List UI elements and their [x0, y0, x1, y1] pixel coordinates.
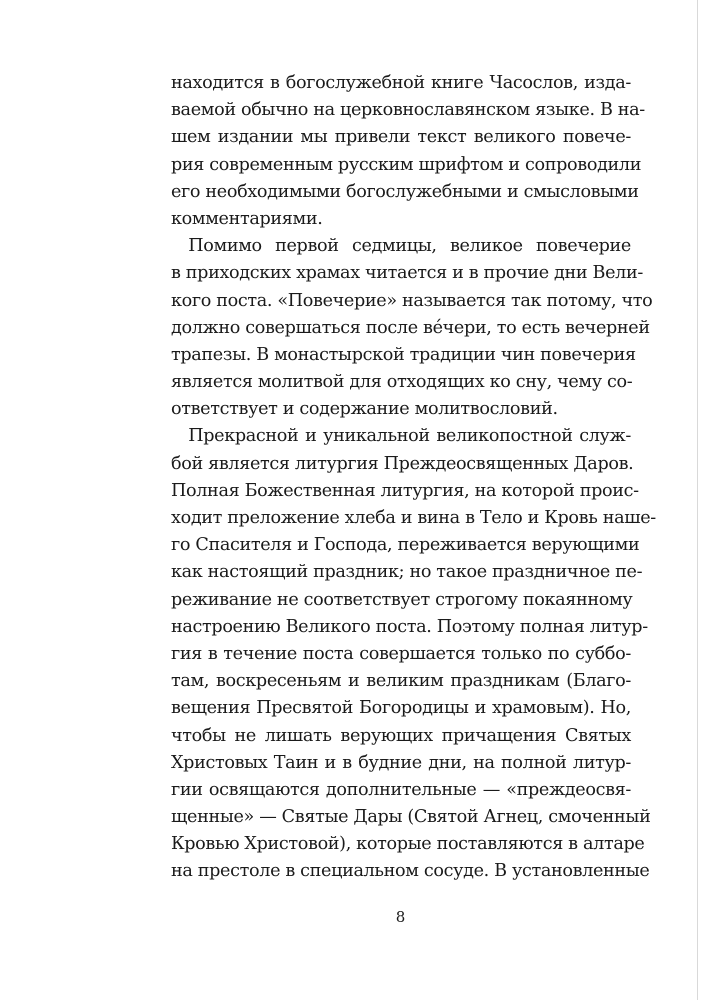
- paragraph: [171, 233, 653, 423]
- text-line: там, воскресеньям и великим праздникам (Благо-: [171, 671, 631, 692]
- page-edge: [697, 0, 698, 1000]
- text-line: бой является литургия Преждеосвященных Даров.: [171, 453, 634, 474]
- text-line: рия современным русским шрифтом и сопроводили: [171, 154, 642, 175]
- text-line: вещения Пресвятой Богородицы и храмовым). Но,: [171, 698, 631, 719]
- text-line: ответствует и содержание молитвословий.: [171, 399, 558, 420]
- text-line: является молитвой для отходящих ко сну, чему со-: [171, 372, 633, 393]
- text-line: Прекрасной и уникальной великопостной служ-: [171, 426, 631, 447]
- text-line: в приходских храмах читается и в прочие дни Вели-: [171, 263, 643, 284]
- text-line: щенные» — Святые Дары (Святой Агнец, смоченный: [171, 807, 651, 828]
- text-line: должно совершаться после ве́чери, то есть вечерней: [171, 317, 650, 338]
- text-line: реживание не соответствует строгому покаянному: [171, 589, 633, 610]
- page-body: [171, 70, 656, 886]
- text-line: кого поста. «Повечерие» называется так потому, что: [171, 290, 653, 311]
- text-line: настроению Великого поста. Поэтому полная литур-: [171, 616, 648, 637]
- text-line: чтобы не лишать верующих причащения Святых: [171, 725, 631, 746]
- text-line: Христовых Таин и в будние дни, на полной литур-: [171, 752, 631, 773]
- text-line: гия в течение поста совершается только по суббо-: [171, 643, 631, 664]
- page-number: 8: [395, 908, 406, 926]
- text-line: Кровью Христовой), которые поставляются в алтаре: [171, 834, 645, 855]
- text-line: Помимо первой седмицы, великое повечерие: [171, 236, 631, 257]
- text-line: как настоящий праздник; но такое праздничное пе-: [171, 562, 643, 583]
- text-line: трапезы. В монастырской традиции чин повечерия: [171, 344, 636, 365]
- text-line: Полная Божественная литургия, на которой проис-: [171, 480, 639, 501]
- text-line: комментариями.: [171, 208, 323, 229]
- text-line: гии освящаются дополнительные — «преждеосвя-: [171, 779, 631, 800]
- text-line: его необходимыми богослужебными и смысловыми: [171, 181, 639, 202]
- text-line: ваемой обычно на церковнославянском языке. В на-: [171, 100, 645, 121]
- paragraph: [171, 70, 645, 233]
- paragraph: [171, 423, 656, 885]
- text-line: шем издании мы привели текст великого повече-: [171, 127, 631, 148]
- text-line: ходит преложение хлеба и вина в Тело и Кровь наше-: [171, 508, 656, 528]
- text-line: на престоле в специальном сосуде. В установленные: [171, 861, 650, 882]
- text-line: го Спасителя и Господа, переживается верующими: [171, 535, 640, 556]
- text-line: находится в богослужебной книге Часослов, изда-: [171, 73, 631, 93]
